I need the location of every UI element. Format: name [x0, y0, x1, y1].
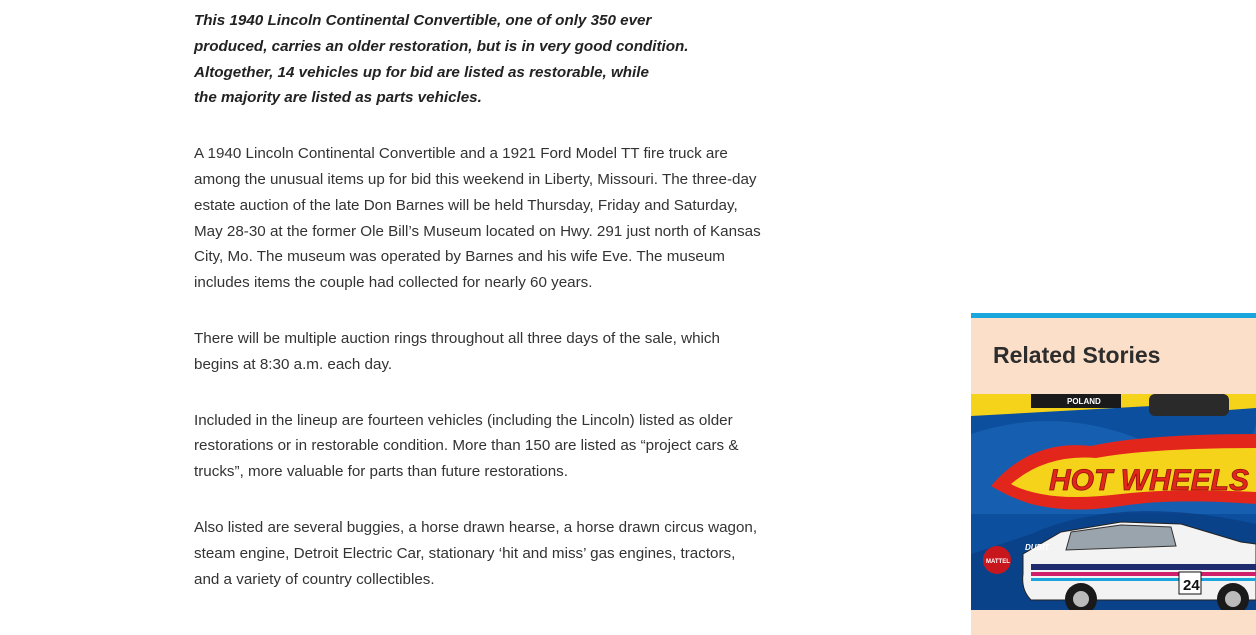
- article-paragraph: A 1940 Lincoln Continental Convertible and a 1921 Ford Model TT fire truck are among the unusual items up for bid this weekend in Liberty, Missouri. The three-day estate auction of the late Don Barnes will be held Thursday, Friday and Saturday, May 28-30 at the former Ole Bill’s Museum located on Hwy. 291 just north of Kansas City, Mo. The museum was operated by Barnes and his wife Eve. The museum includes items the couple had collected for nearly 60 years.: [194, 145, 761, 292]
- caption-line: the majority are listed as parts vehicles.: [194, 89, 482, 107]
- logo-text: HOT WHEELS: [1049, 464, 1249, 497]
- article-paragraph: There will be multiple auction rings throughout all three days of the sale, which begins at 8:30 a.m. each day.: [194, 329, 720, 373]
- caption-line: produced, carries an older restoration, but is in very good condition.: [194, 37, 689, 55]
- article-paragraph: Also listed are several buggies, a horse drawn hearse, a horse drawn circus wagon, steam engine, Detroit Electric Car, stationary ‘hit and miss’ gas engines, tractors, and a variety of country collectibles.: [194, 518, 758, 588]
- brand-text: MATTEL: [986, 559, 1010, 565]
- hot-wheels-rally-car-image: [971, 394, 1256, 610]
- banner-text: POLAND: [1067, 397, 1101, 406]
- sponsor-text: DUBIT: [1025, 543, 1050, 552]
- caption-line: Altogether, 14 vehicles up for bid are listed as restorable, while: [194, 63, 649, 81]
- car-number: 24: [1183, 577, 1200, 594]
- image-caption: [194, 8, 714, 111]
- related-stories-title: Related Stories: [993, 342, 1161, 368]
- article-body: [194, 8, 764, 592]
- related-story-image[interactable]: [971, 394, 1256, 610]
- related-stories-panel: [971, 313, 1256, 635]
- caption-line: This 1940 Lincoln Continental Convertible, one of only 350 ever: [194, 12, 652, 29]
- article-paragraph: Included in the lineup are fourteen vehicles (including the Lincoln) listed as older restorations or in restorable condition. More than 150 are listed as “project cars & trucks”, more valuable for parts than future restorations.: [194, 411, 739, 481]
